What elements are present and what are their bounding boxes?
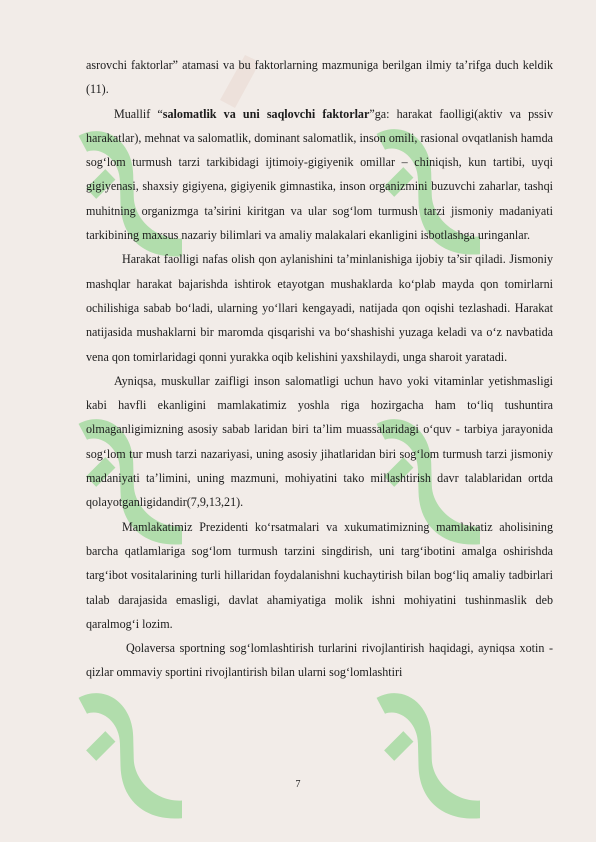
paragraph (86, 102, 553, 248)
document-body (86, 53, 553, 685)
paragraph-text: ”ga: harakat faolligi(aktiv va pssiv harakatlar), mehnat va salomatlik, dominant salomatlik, inson omili, rasional ovqatlanish hamda sog‘lom turmush tarzi tarkibidagi ijtimoiy-gigiyenik omillar – chiniqish, kun tartibi, uyqi gigiyenasi, shaxsiy gigiyena, gigiyenik gimnastika, inson organizmini buzuvchi zaharlar, tashqi muhitning organizmga ta’sirini kiritgan va ular sog‘lom turmush tarzi jismoniy madaniyati tarkibining maxsus nazariy bilimlari va amaliy malakalari ekanligini isbotlashga uringanlar. (86, 106, 553, 243)
paragraph-text: Harakat faolligi nafas olish qon aylanishini ta’minlanishiga ijobiy ta’sir qiladi. Jismoniy mashqlar harakat bajarishda ishtirok etayotgan mushaklarda ko‘plab mayda qon tomirlarni ochilishiga sabab bo‘ladi, ularning yo‘llari kengayadi, natijada qon oqishi tezlashadi. Harakat natijasida mushaklarni bir maromda qisqarishi va bo‘shashishi yuzaga keladi va o‘z navbatida vena qon tomirlaridagi qonni yurakka oqib kelishini yaxshilaydi, unga sharoit yaratadi. (86, 252, 553, 364)
paragraph-text: Qolaversa sportning sog‘lomlashtirish turlarini rivojlantirish haqidagi, ayniqsa xotin - qizlar ommaviy sportini rivojlantirish bilan ularni sog‘lomlashtiri (86, 641, 553, 680)
paragraph-text: Muallif “ (114, 106, 163, 121)
paragraph (86, 247, 553, 368)
paragraph (86, 515, 553, 636)
paragraph-text: Ayniqsa, muskullar zaifligi inson salomatligi uchun havo yoki vitaminlar yetishmasligi kabi havfli ekanligini mamlakatimiz yoshla riga hozirgacha ham to‘liq tushuntira olmaganligimizning asosiy sabab laridan biri ta’lim muassalaridagi o‘quv - tarbiya jarayonida sog‘lom tur mush tarzi nazariyasi, uning asosiy jihatlaridan biri sog‘lom turmush tarzi jismoniy madaniyati ta’limini, uning mazmuni, mohiyatini tako millashtirish davr talablaridan ortda qolayotganligidandir(7,9,13,21). (86, 373, 553, 510)
page-number: 7 (295, 779, 301, 790)
leaf-watermark-icon (72, 672, 182, 842)
paragraph (86, 636, 553, 685)
paragraph (86, 369, 553, 515)
bold-term: salomatlik va uni saqlovchi faktorlar (162, 106, 370, 121)
paragraph-text: Mamlakatimiz Prezidenti ko‘rsatmalari va xukumatimizning mamlakatiz aholisining barcha qatlamlariga sog‘lom turmush tarzini singdirish, uni targ‘ibotini amalga oshirishda targ‘ibot vositalarining turli hillaridan foydalanishni kuchaytirish bilan bog‘liq amaliy tadbirlari talab darajasida emasligi, davlat ahamiyatiga molik ishni mohiyatini tushinmaslik deb qaralmog‘i lozim. (86, 519, 553, 631)
paragraph (86, 53, 553, 102)
paragraph-text: asrovchi faktorlar” atamasi va bu faktorlarning mazmuniga berilgan ilmiy ta’rifga duch keldik (11). (86, 58, 553, 97)
leaf-watermark-icon (370, 672, 480, 842)
